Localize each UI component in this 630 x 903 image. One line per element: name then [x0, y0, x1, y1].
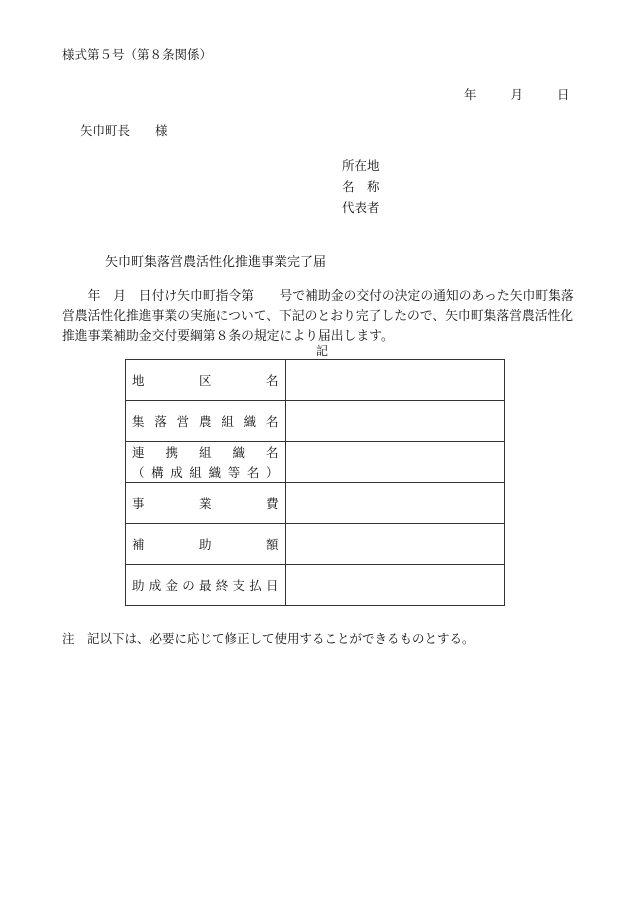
label-char: 連 — [132, 445, 145, 460]
value-final-payment-date[interactable] — [285, 565, 504, 606]
label-char: 助 — [199, 537, 212, 552]
date-year: 年 — [464, 87, 477, 102]
table-row — [126, 401, 505, 442]
name-label: 名 称 — [342, 179, 380, 194]
address-label: 所在地 — [342, 158, 380, 173]
label-subsidy-amount — [126, 524, 286, 565]
label-char: 最 — [199, 578, 212, 593]
label-char: 営 — [176, 414, 190, 429]
table-row — [126, 360, 505, 401]
label-char: 名 — [265, 414, 279, 429]
label-char: 構 — [151, 465, 164, 480]
label-char: 成 — [148, 578, 162, 593]
label-char: 織 — [232, 445, 246, 460]
label-char: 補 — [132, 537, 145, 552]
representative-label: 代表者 — [342, 200, 380, 215]
ki-heading: 記 — [316, 344, 329, 358]
label-char: 組 — [189, 465, 202, 480]
label-char: 組 — [199, 445, 212, 460]
date-month: 月 — [510, 87, 524, 102]
value-organization[interactable] — [285, 401, 504, 442]
date-day: 日 — [557, 87, 570, 102]
label-char: （ — [132, 465, 145, 480]
label-char: の — [182, 578, 195, 593]
label-project-cost — [126, 483, 286, 524]
date-line — [464, 85, 570, 103]
label-char: 払 — [249, 578, 262, 593]
label-char: 集 — [132, 414, 145, 429]
label-char: 等 — [227, 465, 241, 480]
label-char: 携 — [165, 445, 179, 460]
label-char: 支 — [232, 578, 246, 593]
label-char: 農 — [198, 414, 212, 429]
label-char: 名 — [266, 373, 279, 388]
body-text: 年 月 日付け矢巾町指令第 号で補助金の交付の決定の通知のあった矢巾町集落営農活性化推進事業の実施について、下記のとおり完了したので、矢巾町集落営農活性化推進事業補助金交付要綱第８条の規定により届出します。 — [62, 289, 574, 344]
label-char: 名 — [266, 445, 279, 460]
form-number: 様式第５号（第８条関係） — [62, 47, 213, 62]
label-char: 落 — [154, 414, 167, 429]
label-char: 織 — [243, 414, 257, 429]
label-char: 額 — [266, 537, 279, 552]
table-row — [126, 442, 505, 483]
label-char: 区 — [199, 373, 212, 388]
label-char: 織 — [208, 465, 222, 480]
applicant-block — [342, 155, 380, 218]
table-row — [126, 565, 505, 606]
value-project-cost[interactable] — [285, 483, 504, 524]
label-char: 金 — [165, 578, 179, 593]
label-partner-org — [126, 442, 286, 483]
label-char: 終 — [215, 578, 229, 593]
value-subsidy-amount[interactable] — [285, 524, 504, 565]
label-final-payment-date — [126, 565, 286, 606]
table-row — [126, 483, 505, 524]
value-partner-org[interactable] — [285, 442, 504, 483]
footnote: 注 記以下は、必要に応じて修正して使用することができるものとする。 — [62, 631, 475, 646]
document-title: 矢巾町集落営農活性化推進事業完了届 — [105, 255, 327, 270]
label-char: 助 — [132, 578, 145, 593]
label-char: 成 — [170, 465, 183, 480]
label-char: 事 — [132, 496, 145, 511]
recipient: 矢巾町長 様 — [80, 123, 168, 138]
table-row — [126, 524, 505, 565]
label-char: 組 — [221, 414, 234, 429]
value-district[interactable] — [285, 360, 504, 401]
label-char: ） — [265, 465, 279, 480]
label-organization — [126, 401, 286, 442]
label-char: 地 — [132, 373, 145, 388]
label-char: 業 — [199, 496, 212, 511]
label-district — [126, 360, 286, 401]
label-char: 費 — [266, 496, 279, 511]
label-char: 日 — [266, 578, 279, 593]
label-char: 名 — [246, 465, 260, 480]
details-table — [125, 359, 505, 606]
